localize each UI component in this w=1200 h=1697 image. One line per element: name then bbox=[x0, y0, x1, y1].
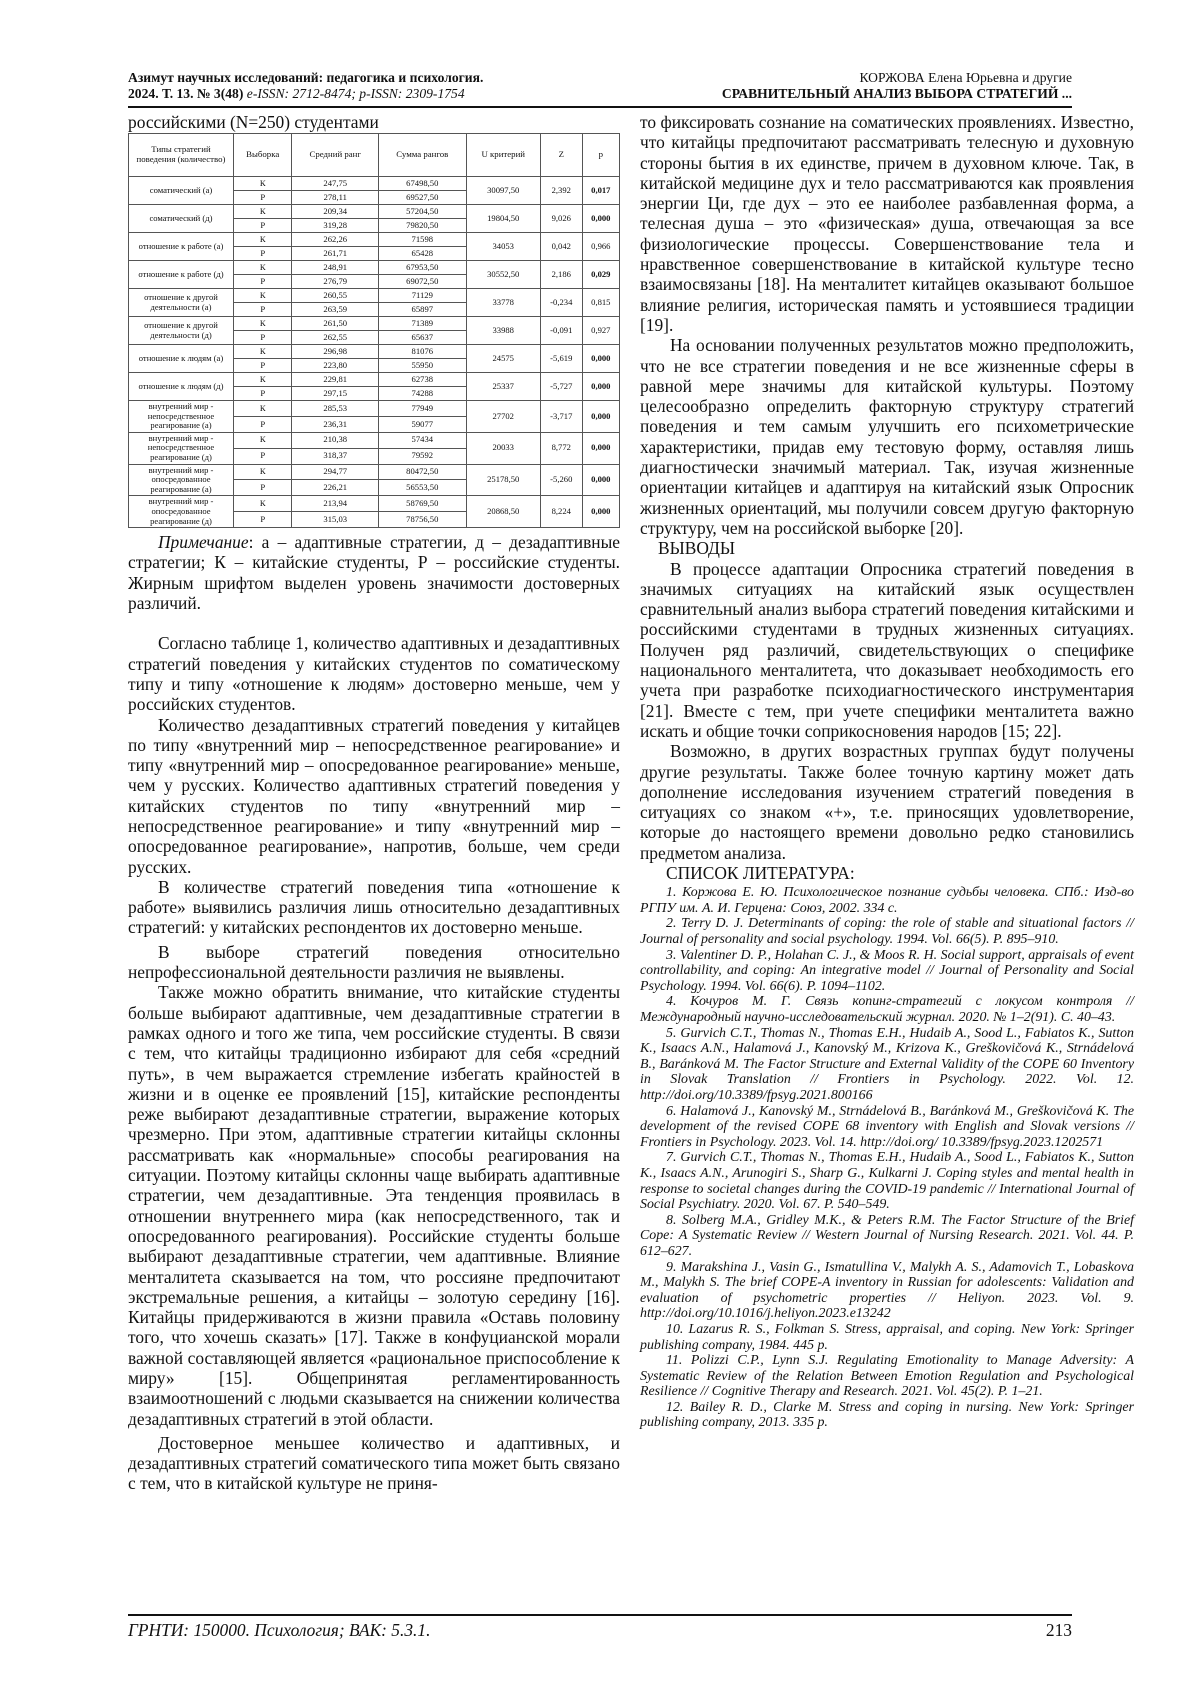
table-cell: Р bbox=[234, 480, 292, 496]
reference-item: 11. Polizzi C.P., Lynn S.J. Regulating Emotionality to Manage Adversity: A Systematic Review of the Relation Between Emotion Regulation and Psychological Resilience // Cognitive Therapy and Research. 2021. Vol. 45(2). P. 1–21. bbox=[640, 1353, 1134, 1400]
table-cell: отношение к другой деятельности (а) bbox=[129, 289, 234, 317]
table-cell: 0,000 bbox=[582, 205, 619, 233]
references-list bbox=[640, 885, 1134, 1431]
table-cell: внутренний мир - опосредованное реагирование (а) bbox=[129, 464, 234, 496]
table-cell: 30097,50 bbox=[466, 177, 540, 205]
table-row bbox=[129, 432, 620, 448]
table-row bbox=[129, 289, 620, 303]
header-cell: Средний ранг bbox=[292, 134, 379, 177]
table-row bbox=[129, 317, 620, 331]
table-cell: 57204,50 bbox=[379, 205, 467, 219]
table-row bbox=[129, 261, 620, 275]
table-cell: внутренний мир - непосредственное реагирование (д) bbox=[129, 432, 234, 464]
table-cell: К bbox=[234, 401, 292, 417]
table-cell: внутренний мир - непосредственное реагирование (а) bbox=[129, 401, 234, 433]
header-rule bbox=[128, 106, 1072, 108]
article-header bbox=[552, 70, 1072, 102]
table-cell: 318,37 bbox=[292, 448, 379, 464]
table-cell: 0,000 bbox=[582, 345, 619, 373]
reference-item: 12. Bailey R. D., Clarke M. Stress and coping in nursing. New York: Springer publishing company, 2013. 335 p. bbox=[640, 1399, 1134, 1431]
table-cell: 248,91 bbox=[292, 261, 379, 275]
table-cell: 0,042 bbox=[540, 233, 582, 261]
table-cell: 236,31 bbox=[292, 416, 379, 432]
table-cell: 296,98 bbox=[292, 345, 379, 359]
body-paragraph: Достоверное меньшее количество и адаптивных, и дезадаптивных стратегий соматического типа может быть связано с тем, что в китайской культуре не приня- bbox=[128, 1432, 620, 1494]
table-cell: Р bbox=[234, 359, 292, 373]
reference-item: 9. Marakshina J., Vasin G., Ismatullina V., Malykh A. S., Adamovich T., Lobaskova M., Malykh S. The brief COPE-A inventory in Russian for adolescents: Validation and evaluation of psychometric properties // Heliyon. 2023. Vol. 9. http://doi.org/10.1016/j.heliyon.2023.e13242 bbox=[640, 1259, 1134, 1322]
table-cell: 0,000 bbox=[582, 373, 619, 401]
table-cell: 260,55 bbox=[292, 289, 379, 303]
header-cell: U критерий bbox=[466, 134, 540, 177]
reference-item: 7. Gurvich C.T., Thomas N., Thomas E.H., Hudaib A., Sood L., Fabiatos K., Sutton K., Isaacs A.N., Arunogiri S., Sharp G., Kulkarni J. Coping styles and mental health in response to societal changes during the COVID-19 pandemic // International Journal of Social Psychiatry. 2020. Vol. 67. P. 540–549. bbox=[640, 1150, 1134, 1213]
table-cell: Р bbox=[234, 512, 292, 528]
table-cell: Р bbox=[234, 247, 292, 261]
table-cell: 24575 bbox=[466, 345, 540, 373]
table-cell: отношение к работе (а) bbox=[129, 233, 234, 261]
table-cell: 81076 bbox=[379, 345, 467, 359]
table-cell: -5,619 bbox=[540, 345, 582, 373]
table-cell: 0,029 bbox=[582, 261, 619, 289]
table-cell: 0,017 bbox=[582, 177, 619, 205]
results-table bbox=[128, 133, 620, 528]
reference-item: 5. Gurvich C.T., Thomas N., Thomas E.H., Hudaib A., Sood L., Fabiatos K., Sutton K., Isaacs A.N., Halamová J., Kanovský M., Krizova K., Greškovičová K., Strnádelová B., Baránková M. The Factor Structure and External Validity of the COPE 60 Inventory in Slovak Translation // Frontiers in Psychology. 2022. Vol. 12. http://doi.org/10.3389/fpsyg.2021.800166 bbox=[640, 1025, 1134, 1103]
table-cell: 315,03 bbox=[292, 512, 379, 528]
table-row bbox=[129, 401, 620, 417]
table-cell: 25178,50 bbox=[466, 464, 540, 496]
left-column bbox=[128, 112, 620, 1494]
page-number: 213 bbox=[1045, 1620, 1072, 1640]
body-paragraph: На основании полученных результатов можно предположить, что не все стратегии поведения и не все жизненные сферы в равной мере значимы для китайской культуры. Поэтому целесообразно определить факторную структуру стратегий поведения и тем самым улучшить его психометрические характеристики, придав ему тестовую форму, оставляя лишь диагностически значимый материал. Так, изучая жизненные ориентации китайцев и адаптируя на китайский язык Опросник жизненных ориентаций, мы получили совсем другую факторную структуру, чем на российской выборке [20]. bbox=[640, 335, 1134, 538]
header-cell: Z bbox=[540, 134, 582, 177]
table-cell: 79592 bbox=[379, 448, 467, 464]
article-authors: КОРЖОВА Елена Юрьевна и другие bbox=[859, 70, 1072, 85]
table-cell: 69527,50 bbox=[379, 191, 467, 205]
table-cell: Р bbox=[234, 387, 292, 401]
header-cell: Типы стратегий поведения (количество) bbox=[129, 134, 234, 177]
table-cell: 57434 bbox=[379, 432, 467, 448]
table-cell: 71598 bbox=[379, 233, 467, 247]
reference-item: 8. Solberg M.A., Gridley M.K., & Peters R.M. The Factor Structure of the Brief Cope: A Systematic Review // Western Journal of Nursing Research. 2021. Vol. 44. P. 612–627. bbox=[640, 1212, 1134, 1259]
table-cell: 79820,50 bbox=[379, 219, 467, 233]
table-cell: 226,21 bbox=[292, 480, 379, 496]
table-row bbox=[129, 233, 620, 247]
table-cell: 2,392 bbox=[540, 177, 582, 205]
table-cell: 209,34 bbox=[292, 205, 379, 219]
table-cell: 71389 bbox=[379, 317, 467, 331]
table-cell: 58769,50 bbox=[379, 496, 467, 512]
table-cell: 30552,50 bbox=[466, 261, 540, 289]
table-row bbox=[129, 177, 620, 191]
table-cell: 74288 bbox=[379, 387, 467, 401]
table-cell: Р bbox=[234, 275, 292, 289]
table-cell: К bbox=[234, 345, 292, 359]
table-cell: К bbox=[234, 317, 292, 331]
right-column bbox=[640, 112, 1134, 1431]
table-cell: 0,815 bbox=[582, 289, 619, 317]
table-cell: 276,79 bbox=[292, 275, 379, 289]
table-cell: 67498,50 bbox=[379, 177, 467, 191]
table-cell: 56553,50 bbox=[379, 480, 467, 496]
table-row bbox=[129, 205, 620, 219]
table-cell: 80472,50 bbox=[379, 464, 467, 480]
header-cell: Сумма рангов bbox=[379, 134, 467, 177]
table-row bbox=[129, 345, 620, 359]
table-cell: 65428 bbox=[379, 247, 467, 261]
body-paragraph: Также можно обратить внимание, что китайские студенты больше выбирают адаптивные, чем дезадаптивные стратегии в рамках одного и того же типа, чем российские студенты. В связи с тем, что китайцы традиционно избирают для себя «средний путь», в чем выражается стремление избегать крайностей в жизни и в оценке ее проявлений [15], китайские респонденты реже выбирают дезадаптивные стратегии, выражение которых чрезмерно. При этом, адаптивные стратегии китайцы склонны рассматривать как «нормальные» способы реагирования на ситуации. Поэтому китайцы склонны чаще выбирать адаптивные стратегии, чем дезадаптивные. Эта тенденция проявилась в отношении внутреннего мира (как непосредственного, так и опосредованного реагирования). Российские студенты больше выбирают дезадаптивные стратегии, чем адаптивные. Влияние менталитета сказывается на том, что россияне предпочитают экстремальные решения, а китайцы – золотую середину [16]. Китайцы придерживаются в жизни правила «Оставь половину того, что хочешь сказать» [17]. Также в конфуцианской морали важной составляющей является «рациональное приспособление к миру» [15]. Общепринятая регламентированность взаимоотношений с людьми сказывается на снижении количества дезадаптивных стратегий в этой области. bbox=[128, 982, 620, 1429]
table-cell: 33778 bbox=[466, 289, 540, 317]
table-cell: 27702 bbox=[466, 401, 540, 433]
table-cell: 0,000 bbox=[582, 496, 619, 528]
table-row bbox=[129, 464, 620, 480]
table-cell: 71129 bbox=[379, 289, 467, 303]
table-cell: 0,000 bbox=[582, 432, 619, 464]
table-cell: К bbox=[234, 177, 292, 191]
table-cell: 67953,50 bbox=[379, 261, 467, 275]
table-cell: -5,727 bbox=[540, 373, 582, 401]
table-cell: 59077 bbox=[379, 416, 467, 432]
body-paragraph: Согласно таблице 1, количество адаптивных и дезадаптивных стратегий поведения у китайских студентов по соматическому типу и типу «отношение к людям» достоверно меньше, чем у российских студентов. bbox=[128, 633, 620, 715]
table-cell: 8,772 bbox=[540, 432, 582, 464]
table-cell: К bbox=[234, 496, 292, 512]
table-cell: внутренний мир - опосредованное реагирование (д) bbox=[129, 496, 234, 528]
table-cell: Р bbox=[234, 416, 292, 432]
table-cell: 65637 bbox=[379, 331, 467, 345]
table-cell: К bbox=[234, 233, 292, 247]
table-cell: 69072,50 bbox=[379, 275, 467, 289]
table-cell: Р bbox=[234, 219, 292, 233]
table-cell: отношение к другой деятельности (д) bbox=[129, 317, 234, 345]
table-cell: 9,026 bbox=[540, 205, 582, 233]
issn: e-ISSN: 2712-8474; p-ISSN: 2309-1754 bbox=[246, 86, 465, 101]
table-cell: 77949 bbox=[379, 401, 467, 417]
table-caption: российскими (N=250) студентами bbox=[128, 112, 379, 132]
table-cell: 8,224 bbox=[540, 496, 582, 528]
table-cell: Р bbox=[234, 303, 292, 317]
table-cell: 20868,50 bbox=[466, 496, 540, 528]
references-heading: СПИСОК ЛИТЕРАТУРА: bbox=[666, 862, 855, 883]
table-cell: Р bbox=[234, 448, 292, 464]
table-cell: К bbox=[234, 432, 292, 448]
table-cell: -0,234 bbox=[540, 289, 582, 317]
table-cell: 213,94 bbox=[292, 496, 379, 512]
table-cell: 0,000 bbox=[582, 401, 619, 433]
conclusions-heading: ВЫВОДЫ bbox=[658, 538, 736, 559]
table-cell: 262,55 bbox=[292, 331, 379, 345]
table-cell: -5,260 bbox=[540, 464, 582, 496]
table-cell: -3,717 bbox=[540, 401, 582, 433]
table-cell: 229,81 bbox=[292, 373, 379, 387]
table-cell: 0,966 bbox=[582, 233, 619, 261]
conclusions-paragraph: Возможно, в других возрастных группах будут получены другие результаты. Также более точную картину может дать дополнение исследования изучением стратегий поведения в ситуациях со знаком «+», т.е. приносящих удовлетворение, которые до настоящего времени довольно редко становились предметом анализа. bbox=[640, 741, 1134, 863]
table-cell: 78756,50 bbox=[379, 512, 467, 528]
table-cell: 285,53 bbox=[292, 401, 379, 417]
table-cell: отношение к людям (а) bbox=[129, 345, 234, 373]
journal-title: Азимут научных исследований: педагогика и психология. bbox=[128, 70, 484, 85]
table-cell: 20033 bbox=[466, 432, 540, 464]
reference-item: 3. Valentiner D. P., Holahan C. J., & Moos R. H. Social support, appraisals of event controllability, and coping: An integrative model // Journal of Personality and Social Psychology. 1994. Vol. 66(6). P. 1094–1102. bbox=[640, 947, 1134, 994]
reference-item: 10. Lazarus R. S., Folkman S. Stress, appraisal, and coping. New York: Springer publishing company, 1984. 445 p. bbox=[640, 1321, 1134, 1353]
note-label: Примечание bbox=[158, 532, 249, 553]
table-cell: 25337 bbox=[466, 373, 540, 401]
volume-issue: 2024. Т. 13. № 3(48) bbox=[128, 86, 244, 101]
table-header-row bbox=[129, 134, 620, 177]
table-cell: 261,50 bbox=[292, 317, 379, 331]
table-cell: 65897 bbox=[379, 303, 467, 317]
table-cell: 0,000 bbox=[582, 464, 619, 496]
conclusions-paragraph: В процессе адаптации Опросника стратегий поведения в значимых ситуациях на китайский язык осуществлен сравнительный анализ выбора стратегий поведения китайскими и российскими студентами в трудных жизненных ситуациях. Получен ряд различий, свидетельствующих о специфике национального менталитета, что доказывает необходимость его учета при разработке психодиагностического инструментария [21]. Вместе с тем, при учете специфики менталитета важно искать и общие точки соприкосновения народов [15; 22]. bbox=[640, 558, 1134, 741]
table-cell: 223,80 bbox=[292, 359, 379, 373]
table-cell: 319,28 bbox=[292, 219, 379, 233]
header-cell: Выборка bbox=[234, 134, 292, 177]
table-cell: 262,26 bbox=[292, 233, 379, 247]
table-cell: соматический (д) bbox=[129, 205, 234, 233]
table-row bbox=[129, 373, 620, 387]
table-cell: отношение к людям (д) bbox=[129, 373, 234, 401]
header-cell: p bbox=[582, 134, 619, 177]
table-cell: К bbox=[234, 289, 292, 303]
table-cell: 0,927 bbox=[582, 317, 619, 345]
table-cell: Р bbox=[234, 191, 292, 205]
table-cell: Р bbox=[234, 331, 292, 345]
body-paragraph: В количестве стратегий поведения типа «отношение к работе» выявились различия лишь относительно дезадаптивных стратегий: у китайских респондентов их достоверно меньше. bbox=[128, 876, 620, 938]
table-cell: 297,15 bbox=[292, 387, 379, 401]
table-cell: 19804,50 bbox=[466, 205, 540, 233]
table-cell: К bbox=[234, 205, 292, 219]
table-cell: соматический (а) bbox=[129, 177, 234, 205]
article-running-title: СРАВНИТЕЛЬНЫЙ АНАЛИЗ ВЫБОРА СТРАТЕГИЙ ... bbox=[721, 86, 1072, 101]
table-cell: К bbox=[234, 464, 292, 480]
footer-rule bbox=[128, 1614, 1072, 1616]
table-cell: 62738 bbox=[379, 373, 467, 387]
table-cell: 55950 bbox=[379, 359, 467, 373]
reference-item: 6. Halamová J., Kanovský M., Strnádelová B., Baránková M., Greškovičová K. The development of the revised COPE 68 inventory with English and Slovak versions // Frontiers in Psychology. 2023. Vol. 14. http://doi.org/ 10.3389/fpsyg.2023.1202571 bbox=[640, 1103, 1134, 1150]
body-paragraph: Количество дезадаптивных стратегий поведения у китайцев по типу «внутренний мир – непосредственное реагирование» и типу «внутренний мир – опосредованное реагирование» меньше, чем у русских. Количество адаптивных стратегий поведения у китайских студентов по типу «внутренний мир – непосредственное реагирование» и типу «внутренний мир – опосредованное реагирование», напротив, больше, чем среди русских. bbox=[128, 714, 620, 877]
table-cell: 263,59 bbox=[292, 303, 379, 317]
table-note bbox=[128, 532, 620, 613]
reference-item: 4. Кочуров М. Г. Связь копинг-стратегий с локусом контроля // Международный научно-исследовательский журнал. 2020. № 1–2(91). С. 40–43. bbox=[640, 994, 1134, 1026]
body-paragraph: то фиксировать сознание на соматических проявлениях. Известно, что китайцы предпочитают рассматривать телесную и духовную стороны бытия в их единстве, причем в духовном ключе. Так, в китайской медицине дух и тело рассматриваются как проявления энергии Ци, где дух – это ее наиболее разбавленная форма, а телесная душа – это «физическая» душа, отвечающая за все физиологические процессы. Совершенствование тела и нравственное совершенствование в китайской культуре тесно взаимосвязаны [18]. На менталитет китайцев оказывают большое влияние религия, историческая память и устоявшиеся традиции [19]. bbox=[640, 112, 1134, 335]
table-cell: 278,11 bbox=[292, 191, 379, 205]
table-cell: 33988 bbox=[466, 317, 540, 345]
table-row bbox=[129, 496, 620, 512]
table-cell: отношение к работе (д) bbox=[129, 261, 234, 289]
table-cell: К bbox=[234, 261, 292, 275]
table-cell: 210,38 bbox=[292, 432, 379, 448]
table-cell: 34053 bbox=[466, 233, 540, 261]
table-cell: 261,71 bbox=[292, 247, 379, 261]
table-cell: 294,77 bbox=[292, 464, 379, 480]
table-cell: -0,091 bbox=[540, 317, 582, 345]
table-cell: К bbox=[234, 373, 292, 387]
note-text: : а – адаптивные стратегии, д – дезадаптивные стратегии; К – китайские студенты, Р – российские студенты. Жирным шрифтом выделен уровень значимости достоверных различий. bbox=[128, 532, 620, 614]
table-cell: 247,75 bbox=[292, 177, 379, 191]
table-cell: 2,186 bbox=[540, 261, 582, 289]
footer-codes: ГРНТИ: 150000. Психология; ВАК: 5.3.1. bbox=[128, 1620, 431, 1640]
body-paragraph: В выборе стратегий поведения относительно непрофессиональной деятельности различия не выявлены. bbox=[128, 941, 620, 983]
reference-item: 2. Terry D. J. Determinants of coping: the role of stable and situational factors // Journal of personality and social psychology. 1994. Vol. 66(5). P. 895–910. bbox=[640, 916, 1134, 948]
reference-item: 1. Коржова Е. Ю. Психологическое познание судьбы человека. СПб.: Изд-во РГПУ им. А. И. Герцена: Союз, 2002. 334 с. bbox=[640, 885, 1134, 916]
